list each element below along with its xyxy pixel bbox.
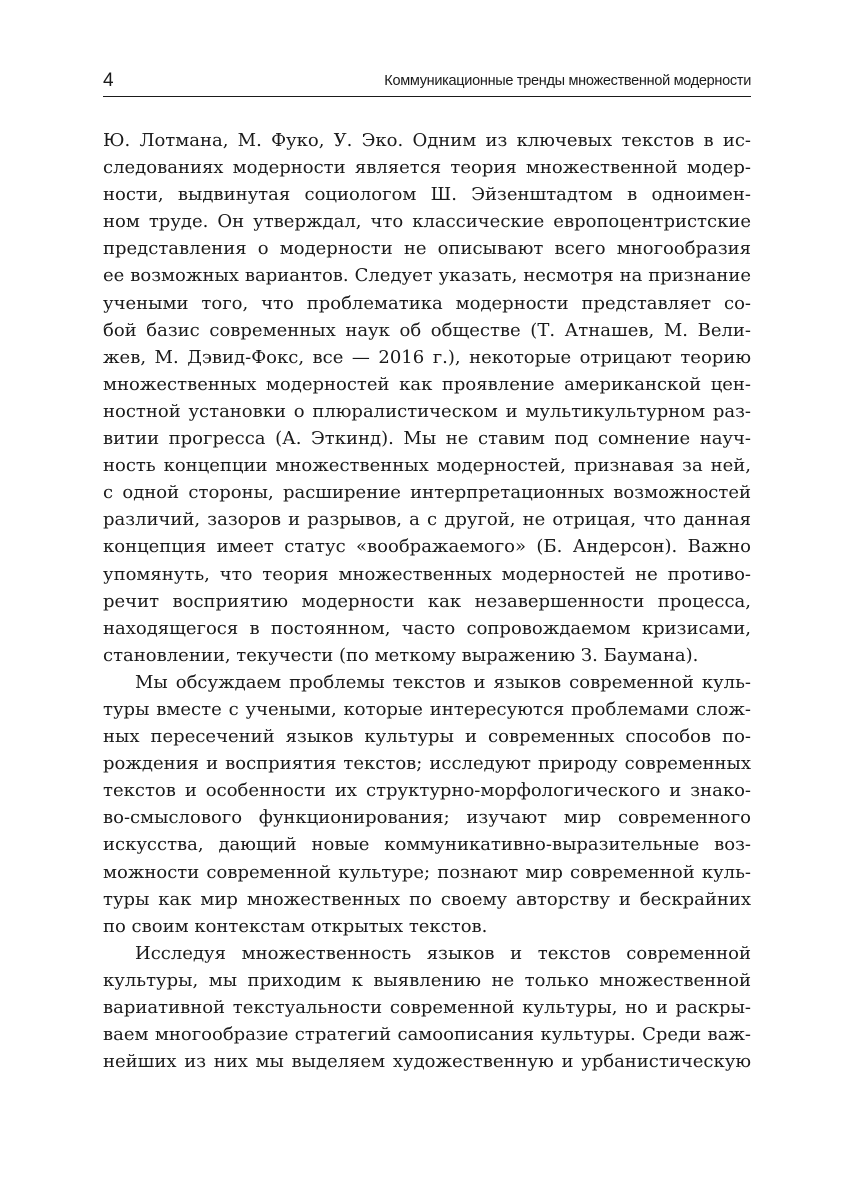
text-line: текстов и особенности их структурно-морфологического и знако- bbox=[103, 780, 751, 802]
text-line: представления о модерности не описывают всего многообразия bbox=[103, 238, 751, 260]
text-line: множественных модерностей как проявление американской цен- bbox=[103, 373, 751, 395]
text-line: различий, зазоров и разрывов, а с другой, не отрицая, что данная bbox=[103, 509, 751, 531]
text-line: ностной установки о плюралистическом и мультикультурном раз- bbox=[103, 400, 751, 422]
text-line: следованиях модерности является теория множественной модер- bbox=[103, 157, 751, 179]
text-line: во-смыслового функционирования; изучают мир современного bbox=[103, 807, 751, 829]
text-line: Исследуя множественность языков и текстов современной bbox=[135, 942, 751, 964]
header-rule bbox=[103, 96, 751, 97]
running-head bbox=[103, 68, 751, 94]
text-line: жев, М. Дэвид-Фокс, все — 2016 г.), некоторые отрицают теорию bbox=[103, 346, 751, 368]
running-title: Коммуникационные тренды множественной модерности bbox=[384, 73, 751, 89]
text-line: культуры, мы приходим к выявлению не только множественной bbox=[103, 969, 751, 991]
text-line: ности, выдвинутая социологом Ш. Эйзенштадтом в одноимен- bbox=[103, 184, 751, 206]
text-line: нейших из них мы выделяем художественную и урбанистическую bbox=[103, 1051, 751, 1073]
text-line: учеными того, что проблематика модерности представляет со- bbox=[103, 292, 751, 314]
page-number: 4 bbox=[103, 70, 114, 91]
text-line: ность концепции множественных модерностей, признавая за ней, bbox=[103, 455, 751, 477]
text-line: ных пересечений языков культуры и современных способов по- bbox=[103, 726, 751, 748]
text-line: становлении, текучести (по меткому выражению З. Баумана). bbox=[103, 644, 699, 666]
text-line: концепция имеет статус «воображаемого» (Б. Андерсон). Важно bbox=[103, 536, 751, 558]
text-line: Мы обсуждаем проблемы текстов и языков современной куль- bbox=[135, 671, 751, 693]
text-line: ваем многообразие стратегий самоописания культуры. Среди важ- bbox=[103, 1024, 751, 1046]
body-text bbox=[103, 127, 751, 1075]
text-line: искусства, дающий новые коммуникативно-выразительные воз- bbox=[103, 834, 751, 856]
text-line: вариативной текстуальности современной культуры, но и раскры- bbox=[103, 997, 751, 1018]
text-line: речит восприятию модерности как незавершенности процесса, bbox=[103, 590, 751, 612]
text-line: ее возможных вариантов. Следует указать, несмотря на признание bbox=[103, 265, 751, 287]
text-line: туры вместе с учеными, которые интересуются проблемами слож- bbox=[103, 698, 751, 720]
text-line: по своим контекстам открытых текстов. bbox=[103, 915, 488, 937]
paragraph bbox=[103, 127, 751, 669]
paragraph bbox=[103, 669, 751, 940]
text-line: бой базис современных наук об обществе (Т. Атнашев, М. Вели- bbox=[103, 319, 751, 341]
text-line: рождения и восприятия текстов; исследуют природу современных bbox=[103, 753, 751, 775]
text-line: можности современной культуре; познают мир современной куль- bbox=[103, 861, 751, 883]
text-line: находящегося в постоянном, часто сопровождаемом кризисами, bbox=[103, 617, 751, 639]
text-line: ном труде. Он утверждал, что классические европоцентристские bbox=[103, 211, 751, 233]
text-line: туры как мир множественных по своему авторству и бескрайних bbox=[103, 888, 751, 910]
paragraph bbox=[103, 940, 751, 1075]
text-line: Ю. Лотмана, М. Фуко, У. Эко. Одним из ключевых текстов в ис- bbox=[103, 130, 751, 151]
text-line: с одной стороны, расширение интерпретационных возможностей bbox=[103, 482, 751, 504]
text-line: упомянуть, что теория множественных модерностей не противо- bbox=[103, 563, 751, 585]
text-line: витии прогресса (А. Эткинд). Мы не ставим под сомнение науч- bbox=[103, 428, 751, 450]
